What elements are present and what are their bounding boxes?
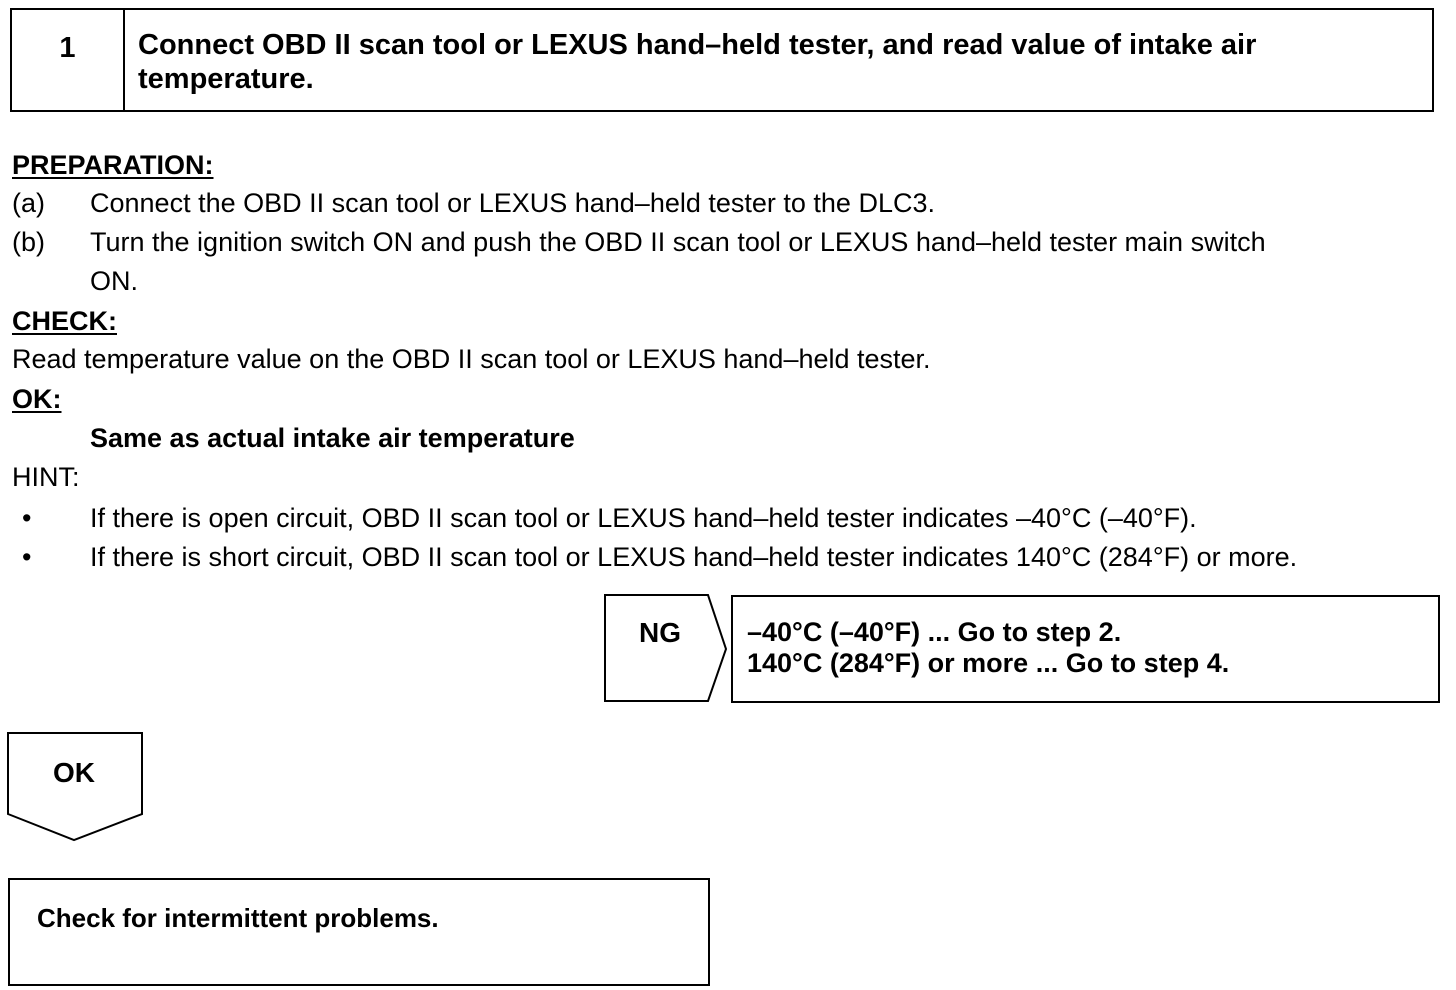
ok-label: OK <box>53 757 95 788</box>
hint-bullet-2-text: If there is short circuit, OBD II scan tool or LEXUS hand–held tester indicates 140°C (284°F) or more. <box>90 542 1298 572</box>
check-text: Read temperature value on the OBD II scan tool or LEXUS hand–held tester. <box>12 344 931 374</box>
step-number: 1 <box>12 10 125 110</box>
ng-result-line-2: 140°C (284°F) or more ... Go to step 4. <box>747 648 1230 678</box>
hint-bullet-1-marker: • <box>22 503 32 533</box>
hint-bullet-1-text: If there is open circuit, OBD II scan tool or LEXUS hand–held tester indicates –40°C (–40°F). <box>90 503 1197 533</box>
preparation-item-a-marker: (a) <box>12 188 45 218</box>
hint-bullet-2-marker: • <box>22 542 32 572</box>
ng-result-box <box>731 595 1440 703</box>
preparation-item-b-text: Turn the ignition switch ON and push the OBD II scan tool or LEXUS hand–held tester main switch <box>90 227 1266 257</box>
ng-result-line-1: –40°C (–40°F) ... Go to step 2. <box>747 617 1122 647</box>
check-heading: CHECK: <box>12 306 117 336</box>
step-title: Connect OBD II scan tool or LEXUS hand–held tester, and read value of intake air temperature. <box>138 29 1257 95</box>
ok-spec-value: Same as actual intake air temperature <box>90 423 575 453</box>
step-header-box <box>10 8 1434 112</box>
ng-arrow-shape <box>604 594 730 706</box>
preparation-heading: PREPARATION: <box>12 150 214 180</box>
final-action-box <box>8 878 710 986</box>
preparation-item-b-marker: (b) <box>12 227 45 257</box>
hint-label: HINT: <box>12 462 80 492</box>
ok-spec-heading: OK: <box>12 384 62 414</box>
preparation-item-b-continuation: ON. <box>90 266 139 296</box>
final-action-text: Check for intermittent problems. <box>37 903 439 933</box>
ng-label: NG <box>639 617 681 648</box>
preparation-item-a-text: Connect the OBD II scan tool or LEXUS hand–held tester to the DLC3. <box>90 188 935 218</box>
